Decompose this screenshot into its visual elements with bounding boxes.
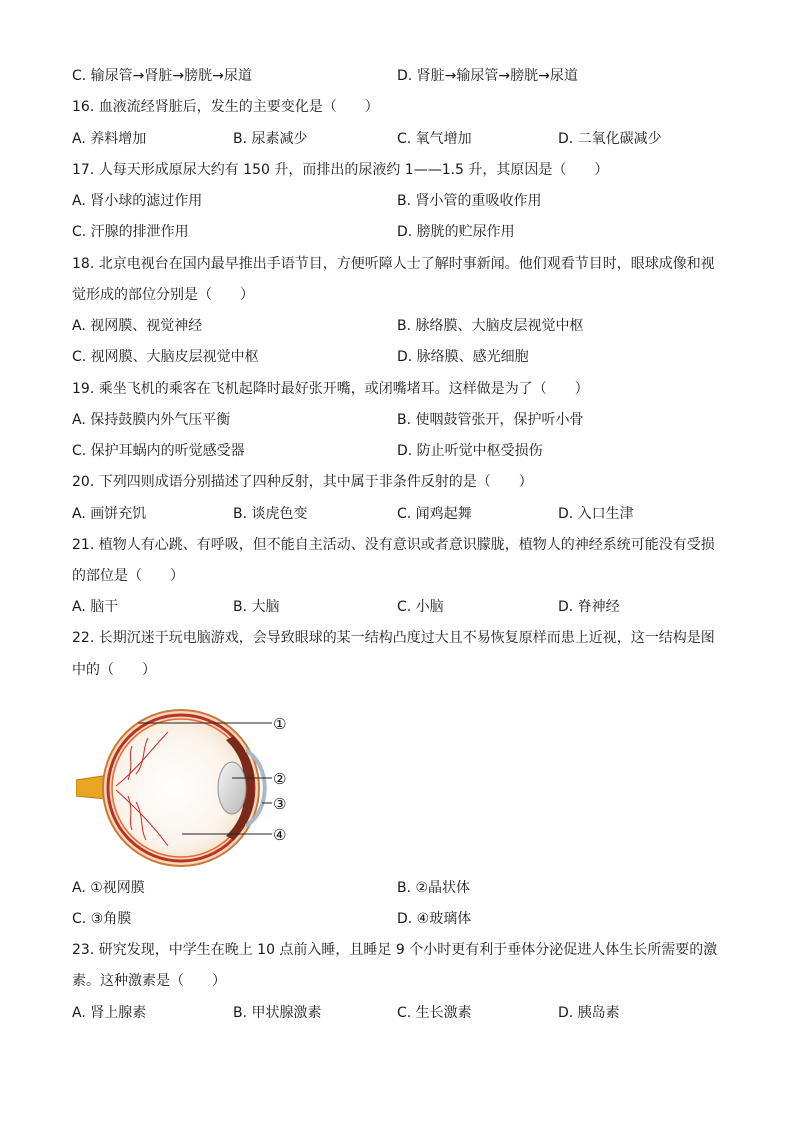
- q16-option-d: D. 二氧化碳减少: [558, 131, 662, 147]
- q18-stem-line2: 觉形成的部位分别是（ ）: [72, 287, 254, 303]
- q19-option-a: A. 保持鼓膜内外气压平衡: [72, 412, 231, 428]
- q21-option-a: A. 脑干: [72, 599, 119, 615]
- q17-option-d: D. 膀胱的贮尿作用: [397, 224, 515, 240]
- eye-diagram: [76, 700, 306, 870]
- q22-option-d: D. ④玻璃体: [397, 911, 472, 927]
- q21-option-b: B. 大脑: [233, 599, 280, 615]
- q22-option-a: A. ①视网膜: [72, 880, 145, 896]
- q22-stem-line2: 中的（ ）: [72, 662, 156, 678]
- q18-option-b: B. 脉络膜、大脑皮层视觉中枢: [397, 318, 584, 334]
- q16-option-b: B. 尿素减少: [233, 131, 308, 147]
- q22-stem-line1: 22. 长期沉迷于玩电脑游戏，会导致眼球的某一结构凸度过大且不易恢复原样而患上近视，这一结构是图: [72, 630, 715, 646]
- q18-stem-line1: 18. 北京电视台在国内最早推出手语节目，方便听障人士了解时事新闻。他们观看节目时，眼球成像和视: [72, 256, 715, 272]
- q23-option-a: A. 肾上腺素: [72, 1005, 147, 1021]
- q21-stem-line2: 的部位是（ ）: [72, 568, 184, 584]
- q17-option-a: A. 肾小球的滤过作用: [72, 193, 203, 209]
- label-4: ④: [273, 826, 287, 844]
- q19-option-b: B. 使咽鼓管张开，保护听小骨: [397, 412, 584, 428]
- q20-option-d: D. 入口生津: [558, 506, 634, 522]
- q19-stem: 19. 乘坐飞机的乘客在飞机起降时最好张开嘴，或闭嘴堵耳。这样做是为了（ ）: [72, 381, 589, 397]
- q18-option-c: C. 视网膜、大脑皮层视觉中枢: [72, 349, 259, 365]
- q15-option-d: D. 肾脏→输尿管→膀胱→尿道: [397, 68, 578, 84]
- q19-option-c: C. 保护耳蜗内的听觉感受器: [72, 443, 245, 459]
- q20-option-b: B. 谈虎色变: [233, 506, 308, 522]
- q22-option-c: C. ③角膜: [72, 911, 132, 927]
- q15-option-c: C. 输尿管→肾脏→膀胱→尿道: [72, 68, 252, 84]
- q21-option-c: C. 小脑: [397, 599, 444, 615]
- q20-option-a: A. 画饼充饥: [72, 506, 147, 522]
- lens: [218, 762, 246, 814]
- q23-option-c: C. 生长激素: [397, 1005, 472, 1021]
- q16-option-a: A. 养料增加: [72, 131, 147, 147]
- q23-stem-line2: 素。这种激素是（ ）: [72, 973, 226, 989]
- q18-option-d: D. 脉络膜、感光细胞: [397, 349, 529, 365]
- label-2: ②: [273, 770, 287, 788]
- q16-option-c: C. 氧气增加: [397, 131, 472, 147]
- q21-option-d: D. 脊神经: [558, 599, 620, 615]
- q20-option-c: C. 闻鸡起舞: [397, 506, 472, 522]
- q23-stem-line1: 23. 研究发现，中学生在晚上 10 点前入睡，且睡足 9 个小时更有利于垂体分泌促进人体生长所需要的激: [72, 942, 718, 958]
- q23-option-b: B. 甲状腺激素: [233, 1005, 322, 1021]
- q23-option-d: D. 胰岛素: [558, 1005, 620, 1021]
- q22-option-b: B. ②晶状体: [397, 880, 471, 896]
- q18-option-a: A. 视网膜、视觉神经: [72, 318, 203, 334]
- q17-stem: 17. 人每天形成原尿大约有 150 升，而排出的尿液约 1——1.5 升，其原因是（ ）: [72, 162, 609, 178]
- q17-option-c: C. 汗腺的排泄作用: [72, 224, 189, 240]
- label-3: ③: [273, 795, 287, 813]
- q19-option-d: D. 防止听觉中枢受损伤: [397, 443, 543, 459]
- q20-stem: 20. 下列四则成语分别描述了四种反射，其中属于非条件反射的是（ ）: [72, 474, 533, 490]
- q21-stem-line1: 21. 植物人有心跳、有呼吸，但不能自主活动、没有意识或者意识朦胧，植物人的神经系统可能没有受损: [72, 537, 715, 553]
- q16-stem: 16. 血液流经肾脏后，发生的主要变化是（ ）: [72, 99, 379, 115]
- q17-option-b: B. 肾小管的重吸收作用: [397, 193, 542, 209]
- label-1: ①: [273, 715, 287, 733]
